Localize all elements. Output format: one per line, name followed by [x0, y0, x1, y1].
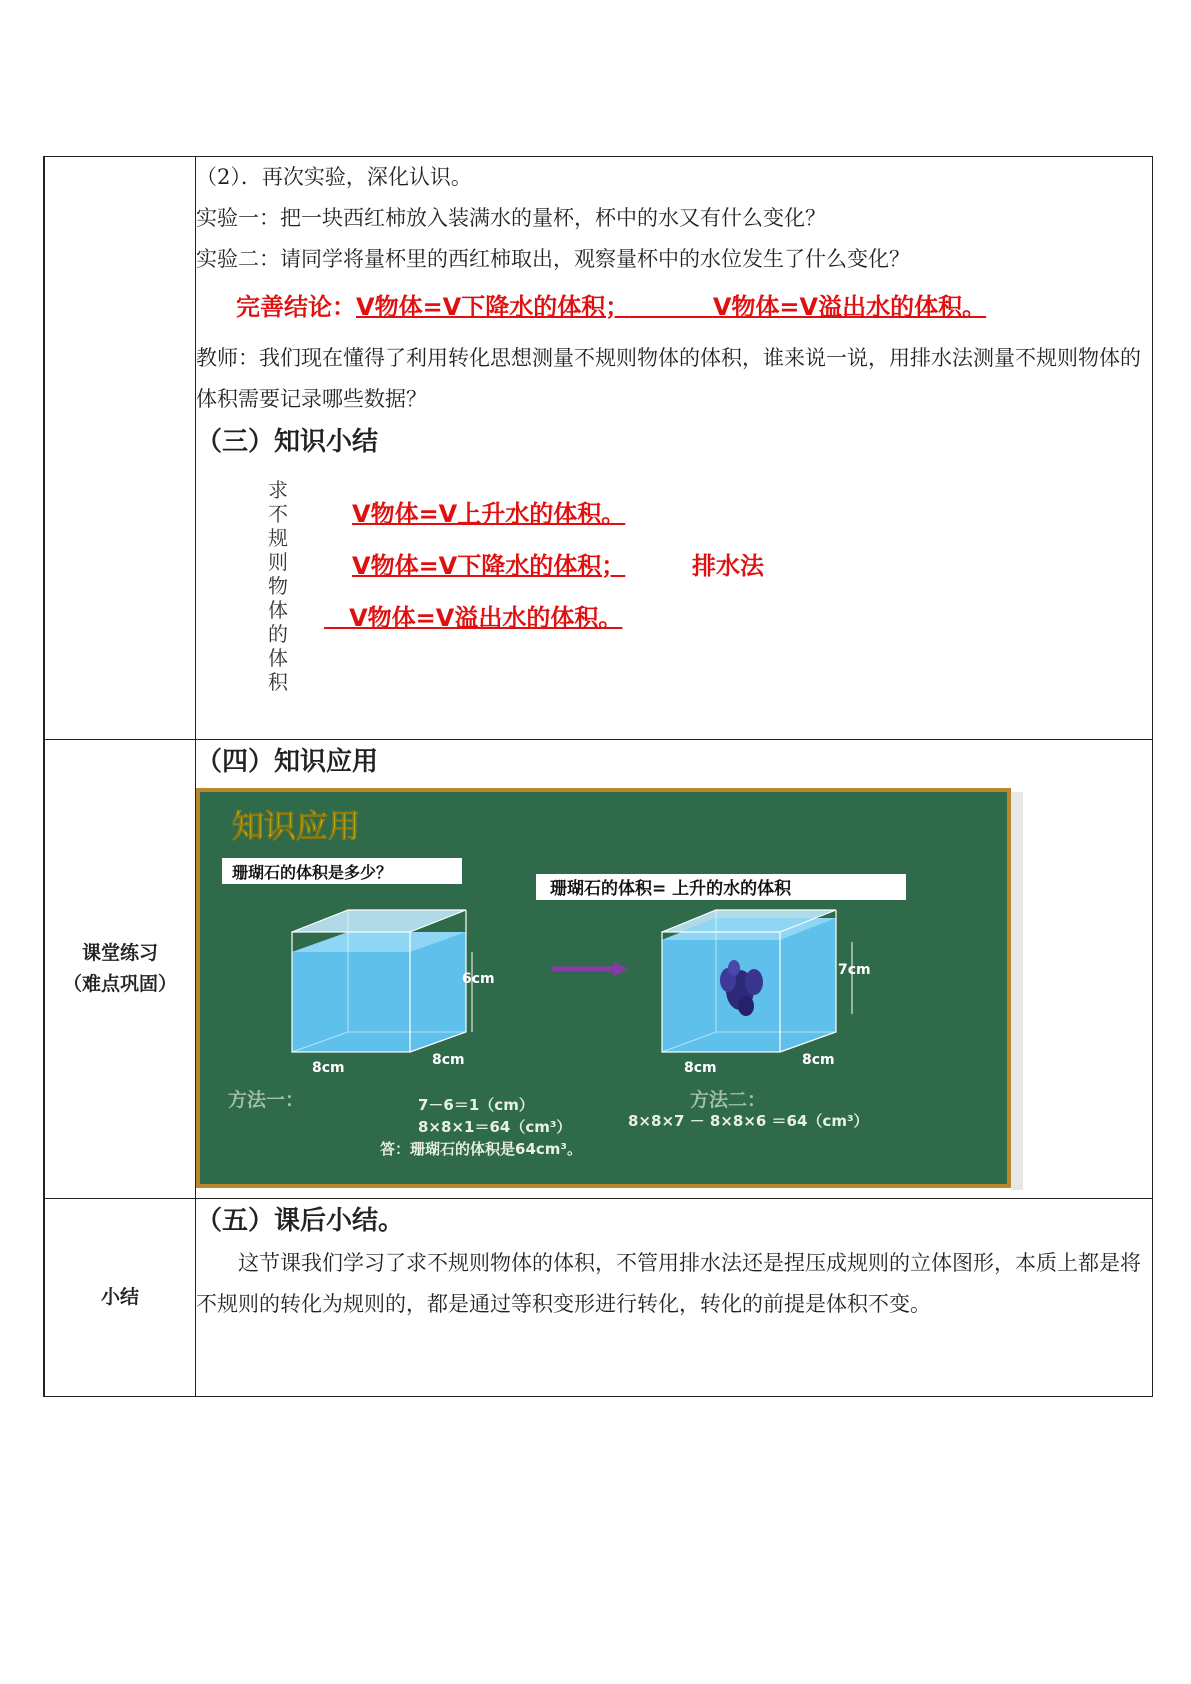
- conclusion-b: V物体=V溢出水的体积。: [712, 293, 987, 321]
- table-row-experiments: [44, 157, 1153, 740]
- conclusion-label: 完善结论：: [236, 293, 356, 321]
- right-depth-label: 8cm: [802, 1052, 835, 1068]
- right-width-label: 8cm: [684, 1060, 717, 1076]
- teacher-question: 教师：我们现在懂得了利用转化思想测量不规则物体的体积，谁来说一说，用排水法测量不规则物体的体积需要记录哪些数据？: [196, 346, 1141, 411]
- row-label-summary: 小结: [44, 1199, 196, 1397]
- blackboard: [196, 788, 1011, 1188]
- section2-heading: （2）．再次实验，深化认识。: [196, 165, 472, 189]
- conclusion-line: [236, 282, 1152, 332]
- method2-label: 方法二：: [690, 1089, 767, 1111]
- formula-overflow: V物体=V溢出水的体积。: [349, 604, 623, 632]
- section3-title: （三）知识小结: [196, 427, 379, 457]
- method-label: 排水法: [692, 552, 764, 580]
- section5-title: （五）课后小结。: [196, 1206, 405, 1236]
- summary-text: 这节课我们学习了求不规则物体的体积，不管用排水法还是捏压成规则的立体图形，本质上都是将不规则的转化为规则的，都是通过等积变形进行转化，转化的前提是体积不变。: [196, 1251, 1141, 1316]
- method1-step1: 7－6＝1（cm）: [418, 1096, 534, 1114]
- method2-step: 8×8×7 － 8×8×6 ＝64（cm³）: [628, 1112, 869, 1130]
- left-width-label: 8cm: [312, 1060, 345, 1076]
- method1-step2: 8×8×1＝64（cm³）: [418, 1118, 572, 1136]
- vertical-label: 求 不 规 则 物 体 的 体 积: [268, 478, 288, 694]
- table-row-summary: [44, 1199, 1153, 1397]
- right-height-label: 7cm: [838, 962, 871, 978]
- row-label-practice: 课堂练习 （难点巩固）: [44, 740, 196, 1199]
- formula-fall: V物体=V下降水的体积；: [352, 552, 626, 580]
- board-title: 知识应用: [232, 807, 361, 845]
- blackboard-drawing: [200, 792, 1007, 1184]
- formula-rise: V物体=V上升水的体积。: [352, 500, 626, 528]
- experiment-2: 实验二：请同学将量杯里的西红柿取出，观察量杯中的水位发生了什么变化？: [196, 247, 910, 271]
- lesson-table: [43, 156, 1153, 1397]
- summary-cell: [196, 1199, 1153, 1397]
- board-edge: [1011, 792, 1023, 1190]
- left-tank: [292, 910, 472, 1052]
- board-answer: 答：珊瑚石的体积是64cm³。: [380, 1140, 582, 1158]
- board-question: 珊瑚石的体积是多少？: [232, 863, 393, 882]
- section4-title: （四）知识应用: [196, 747, 379, 777]
- experiment-1: 实验一：把一块西红柿放入装满水的量杯，杯中的水又有什么变化？: [196, 206, 826, 230]
- row-label-empty: [44, 157, 196, 740]
- conclusion-a: V物体=V下降水的体积；: [356, 293, 630, 321]
- left-height-label: 6cm: [462, 971, 495, 987]
- conclusion-gap: [629, 293, 713, 321]
- experiments-cell: [196, 157, 1153, 740]
- blackboard-figure: [196, 788, 1152, 1198]
- board-rule: 珊瑚石的体积= 上升的水的体积: [550, 879, 792, 899]
- method1-label: 方法一：: [228, 1089, 305, 1111]
- table-row-practice: [44, 740, 1153, 1199]
- formula-summary: [196, 464, 1152, 726]
- practice-cell: [196, 740, 1153, 1199]
- arrow-icon: [552, 962, 628, 976]
- left-depth-label: 8cm: [432, 1052, 465, 1068]
